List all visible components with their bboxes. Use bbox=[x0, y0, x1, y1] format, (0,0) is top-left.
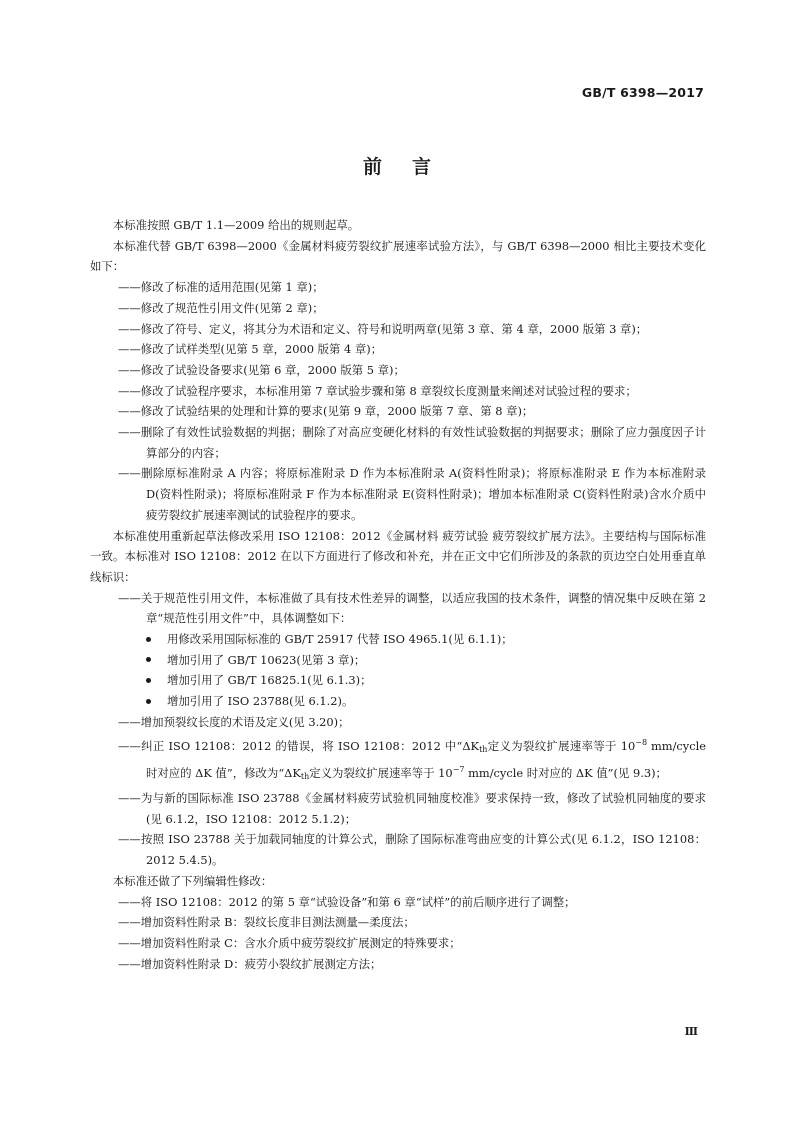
bullet-item bbox=[90, 670, 706, 691]
change-item: ——删除原标准附录 A 内容；将原标准附录 D 作为本标准附录 A(资料性附录)；将原标准附录 E 作为本标准附录 D(资料性附录)；将原标准附录 F 作为本标准附录 E(资料性附录)；增加本标准附录 C(资料性附录)含水介质中疲劳裂纹扩展速率测试的试验程序的要求。 bbox=[118, 466, 706, 522]
modification-item: ——关于规范性引用文件，本标准做了具有技术性差异的调整，以适应我国的技术条件，调整的情况集中反映在第 2 章“规范性引用文件”中，具体调整如下： bbox=[118, 590, 706, 626]
bullet-item bbox=[90, 629, 706, 650]
standard-code: GB/T 6398—2017 bbox=[581, 85, 704, 100]
change-item: ——修改了试验结果的处理和计算的要求(见第 9 章，2000 版第 7 章、第 8 章)； bbox=[118, 404, 534, 419]
change-item: ——修改了规范性引用文件(见第 2 章)； bbox=[118, 300, 324, 315]
page-title: 前言 bbox=[362, 156, 461, 178]
editorial-item: ——增加资料性附录 C：含水介质中疲劳裂纹扩展测定的特殊要求； bbox=[118, 935, 461, 950]
change-item: ——修改了试验程序要求，本标准用第 7 章试验步骤和第 8 章裂纹长度测量来阐述对试验过程的要求； bbox=[118, 383, 637, 398]
change-item: ——修改了试验设备要求(见第 6 章，2000 版第 5 章)； bbox=[118, 362, 405, 377]
editorial-item: ——增加资料性附录 B：裂纹长度非目测法测量—柔度法； bbox=[118, 915, 415, 930]
change-item: ——删除了有效性试验数据的判据；删除了对高应变硬化材料的有效性试验数据的判据要求；删除了应力强度因子计算部分的内容； bbox=[118, 425, 706, 460]
editorial-item: ——将 ISO 12108：2012 的第 5 章“试验设备”和第 6 章“试样”的前后顺序进行了调整； bbox=[118, 894, 576, 909]
change-item: ——修改了试样类型(见第 5 章，2000 版第 4 章)； bbox=[118, 342, 383, 357]
paragraph-adoption: 本标准使用重新起草法修改采用 ISO 12108：2012《金属材料 疲劳试验 疲劳裂纹扩展方法》。主要结构与国际标准一致。本标准对 ISO 12108：2012 在以下方面进行了修改和补充，并在正文中它们所涉及的条款的页边空白处用垂直单线标识： bbox=[90, 528, 706, 584]
bullet-dot-icon bbox=[146, 657, 151, 662]
modification-item-threshold: ——纠正 ISO 12108：2012 的错误，将 ISO 12108：2012 中“$\Delta K_{th}$定义为裂纹扩展速率等于 $10^{-8}$ mm/cycle 时对应的 ΔK 值”，修改为“$\Delta K_{th}$定义为裂纹扩展速率等于 $10^{-7}$ mm/cycle 时对应的 ΔK 值”(见 9.3)； bbox=[118, 737, 707, 782]
bullet-dot-icon bbox=[146, 699, 151, 704]
page-number: Ⅲ bbox=[684, 1025, 699, 1038]
bullet-text: 增加引用了 GB/T 16825.1(见 6.1.3)； bbox=[167, 673, 372, 688]
bullet-item bbox=[90, 650, 706, 671]
editorial-item: ——增加资料性附录 D：疲劳小裂纹扩展测定方法； bbox=[118, 956, 382, 971]
bullet-text: 用修改采用国际标准的 GB/T 25917 代替 ISO 4965.1(见 6.1.1)； bbox=[167, 632, 513, 647]
bullet-text: 增加引用了 GB/T 10623(见第 3 章)； bbox=[167, 652, 366, 667]
modification-item: ——增加预裂纹长度的术语及定义(见 3.20)； bbox=[118, 714, 350, 729]
paragraph-drafting-rules: 本标准按照 GB/T 1.1—2009 给出的规则起草。 bbox=[112, 218, 360, 232]
modification-item: ——为与新的国际标准 ISO 23788《金属材料疲劳试验机同轴度校准》要求保持一致，修改了试验机同轴度的要求(见 6.1.2，ISO 12108：2012 5.1.2)； bbox=[118, 790, 706, 826]
foreword-body bbox=[90, 215, 706, 974]
modification-item: ——按照 ISO 23788 关于加载同轴度的计算公式，删除了国际标准弯曲应变的计算公式(见 6.1.2，ISO 12108：2012 5.4.5)。 bbox=[118, 832, 706, 868]
change-item: ——修改了标准的适用范围(见第 1 章)； bbox=[118, 280, 324, 295]
paragraph-editorial: 本标准还做了下列编辑性修改： bbox=[112, 873, 273, 888]
bullet-dot-icon bbox=[146, 637, 151, 642]
change-item: ——修改了符号、定义，将其分为术语和定义、符号和说明两章(见第 3 章、第 4 章，2000 版第 3 章)； bbox=[118, 321, 648, 336]
bullet-dot-icon bbox=[146, 678, 151, 683]
bullet-text: 增加引用了 ISO 23788(见 6.1.2)。 bbox=[167, 694, 354, 709]
paragraph-replacement: 本标准代替 GB/T 6398—2000《金属材料疲劳裂纹扩展速率试验方法》，与 GB/T 6398—2000 相比主要技术变化如下： bbox=[90, 238, 706, 274]
bullet-item bbox=[90, 691, 706, 712]
